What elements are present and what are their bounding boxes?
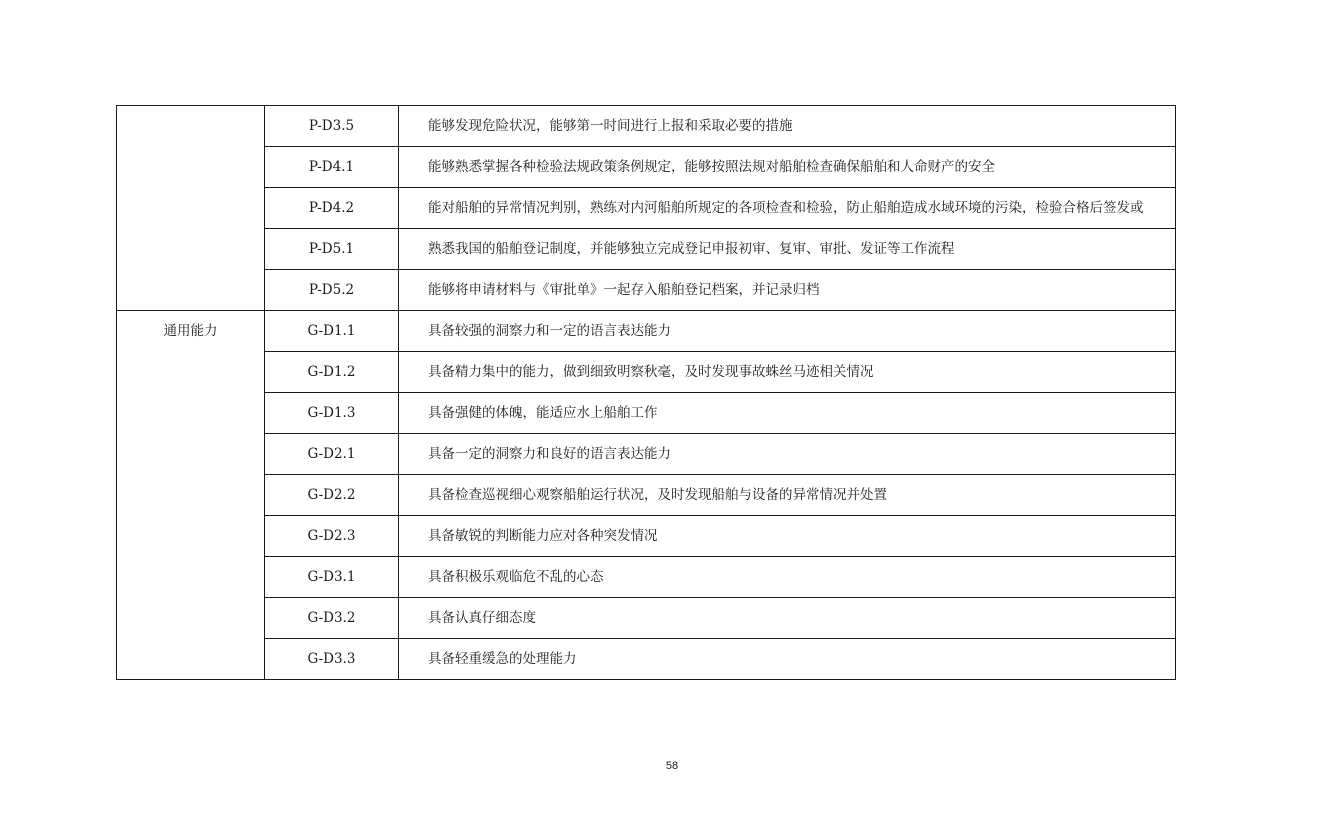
- description-cell: 熟悉我国的船舶登记制度，并能够独立完成登记申报初审、复审、审批、发证等工作流程: [399, 229, 1176, 270]
- description-cell: 能对船舶的异常情况判别，熟练对内河船舶所规定的各项检查和检验，防止船舶造成水域环境的污染，检验合格后签发或: [399, 188, 1176, 229]
- description-cell: 能够将申请材料与《审批单》一起存入船舶登记档案，并记录归档: [399, 270, 1176, 311]
- table-row: [117, 639, 1176, 680]
- table-row: [117, 311, 1176, 352]
- table-row: [117, 393, 1176, 434]
- table-row: [117, 229, 1176, 270]
- table-row: [117, 516, 1176, 557]
- code-cell: G-D3.1: [265, 557, 399, 598]
- description-cell: 具备精力集中的能力，做到细致明察秋毫，及时发现事故蛛丝马迹相关情况: [399, 352, 1176, 393]
- description-cell: 具备较强的洞察力和一定的语言表达能力: [399, 311, 1176, 352]
- description-cell: 具备轻重缓急的处理能力: [399, 639, 1176, 680]
- description-cell: 具备检查巡视细心观察船舶运行状况，及时发现船舶与设备的异常情况并处置: [399, 475, 1176, 516]
- description-cell: 具备强健的体魄，能适应水上船舶工作: [399, 393, 1176, 434]
- code-cell: P-D3.5: [265, 106, 399, 147]
- category-cell: 通用能力: [117, 311, 265, 680]
- code-cell: G-D3.2: [265, 598, 399, 639]
- page-number: 58: [665, 760, 679, 772]
- code-cell: G-D2.2: [265, 475, 399, 516]
- code-cell: G-D1.2: [265, 352, 399, 393]
- table-row: [117, 352, 1176, 393]
- table-row: [117, 106, 1176, 147]
- competency-table: [116, 105, 1176, 680]
- description-cell: 能够发现危险状况，能够第一时间进行上报和采取必要的措施: [399, 106, 1176, 147]
- code-cell: G-D2.1: [265, 434, 399, 475]
- category-cell: [117, 106, 265, 311]
- code-cell: G-D1.1: [265, 311, 399, 352]
- table-row: [117, 147, 1176, 188]
- table-body: [117, 106, 1176, 680]
- table-row: [117, 598, 1176, 639]
- code-cell: P-D5.2: [265, 270, 399, 311]
- description-cell: 能够熟悉掌握各种检验法规政策条例规定，能够按照法规对船舶检查确保船舶和人命财产的安全: [399, 147, 1176, 188]
- table-row: [117, 270, 1176, 311]
- description-cell: 具备敏锐的判断能力应对各种突发情况: [399, 516, 1176, 557]
- description-cell: 具备积极乐观临危不乱的心态: [399, 557, 1176, 598]
- code-cell: P-D5.1: [265, 229, 399, 270]
- description-cell: 具备一定的洞察力和良好的语言表达能力: [399, 434, 1176, 475]
- code-cell: P-D4.1: [265, 147, 399, 188]
- description-cell: 具备认真仔细态度: [399, 598, 1176, 639]
- code-cell: G-D3.3: [265, 639, 399, 680]
- table-row: [117, 188, 1176, 229]
- code-cell: G-D2.3: [265, 516, 399, 557]
- code-cell: P-D4.2: [265, 188, 399, 229]
- table-row: [117, 434, 1176, 475]
- table-row: [117, 557, 1176, 598]
- code-cell: G-D1.3: [265, 393, 399, 434]
- table-row: [117, 475, 1176, 516]
